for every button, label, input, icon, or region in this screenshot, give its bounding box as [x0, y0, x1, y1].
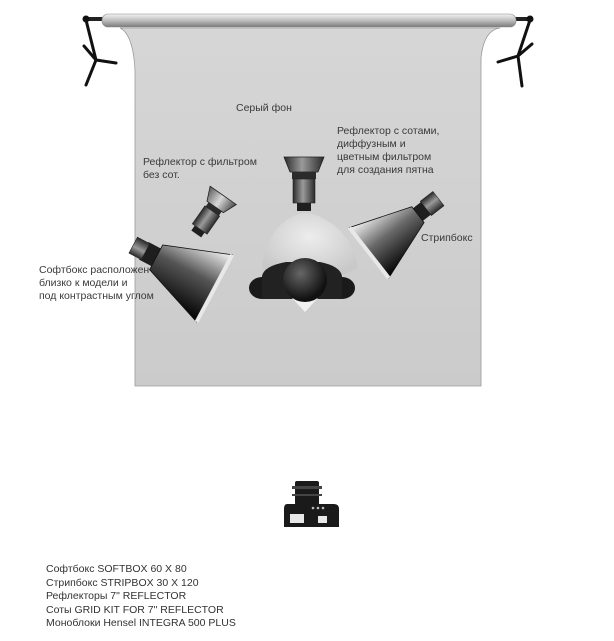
- reflector-grid-label-line: Рефлектор с сотами,: [337, 125, 440, 137]
- softbox-label-line: Софтбокс расположен: [39, 264, 150, 276]
- reflector-grid-label-line: диффузным и: [337, 138, 406, 150]
- reflector-no-grid-label-line: Рефлектор с фильтром: [143, 156, 257, 168]
- equipment-item: Рефлекторы 7" REFLECTOR: [46, 590, 187, 602]
- stripbox-label: Стрипбокс: [421, 232, 473, 244]
- softbox-label-line: под контрастным углом: [39, 290, 154, 302]
- reflector-no-grid-label: [143, 156, 257, 182]
- reflector-no-grid-label-line: без сот.: [143, 169, 180, 181]
- backdrop-label: Серый фон: [236, 102, 292, 114]
- equipment-item: Софтбокс SOFTBOX 60 X 80: [46, 563, 187, 575]
- backdrop-crossbar: [83, 14, 534, 27]
- equipment-item: Соты GRID KIT FOR 7" REFLECTOR: [46, 603, 224, 616]
- reflector-grid-label-line: для создания пятна: [337, 164, 434, 176]
- softbox-label: [39, 264, 154, 303]
- left-backdrop-stand: [84, 20, 116, 85]
- reflector-grid-label-line: цветным фильтром: [337, 151, 432, 163]
- equipment-list: [46, 563, 236, 631]
- softbox-label-line: близко к модели и: [39, 277, 128, 289]
- right-backdrop-stand: [498, 20, 532, 86]
- camera-icon: [284, 481, 339, 527]
- reflector-grid-label: [337, 125, 439, 177]
- equipment-item: Моноблоки Hensel INTEGRA 500 PLUS: [46, 617, 236, 629]
- equipment-item: Стрипбокс STRIPBOX 30 X 120: [46, 576, 199, 589]
